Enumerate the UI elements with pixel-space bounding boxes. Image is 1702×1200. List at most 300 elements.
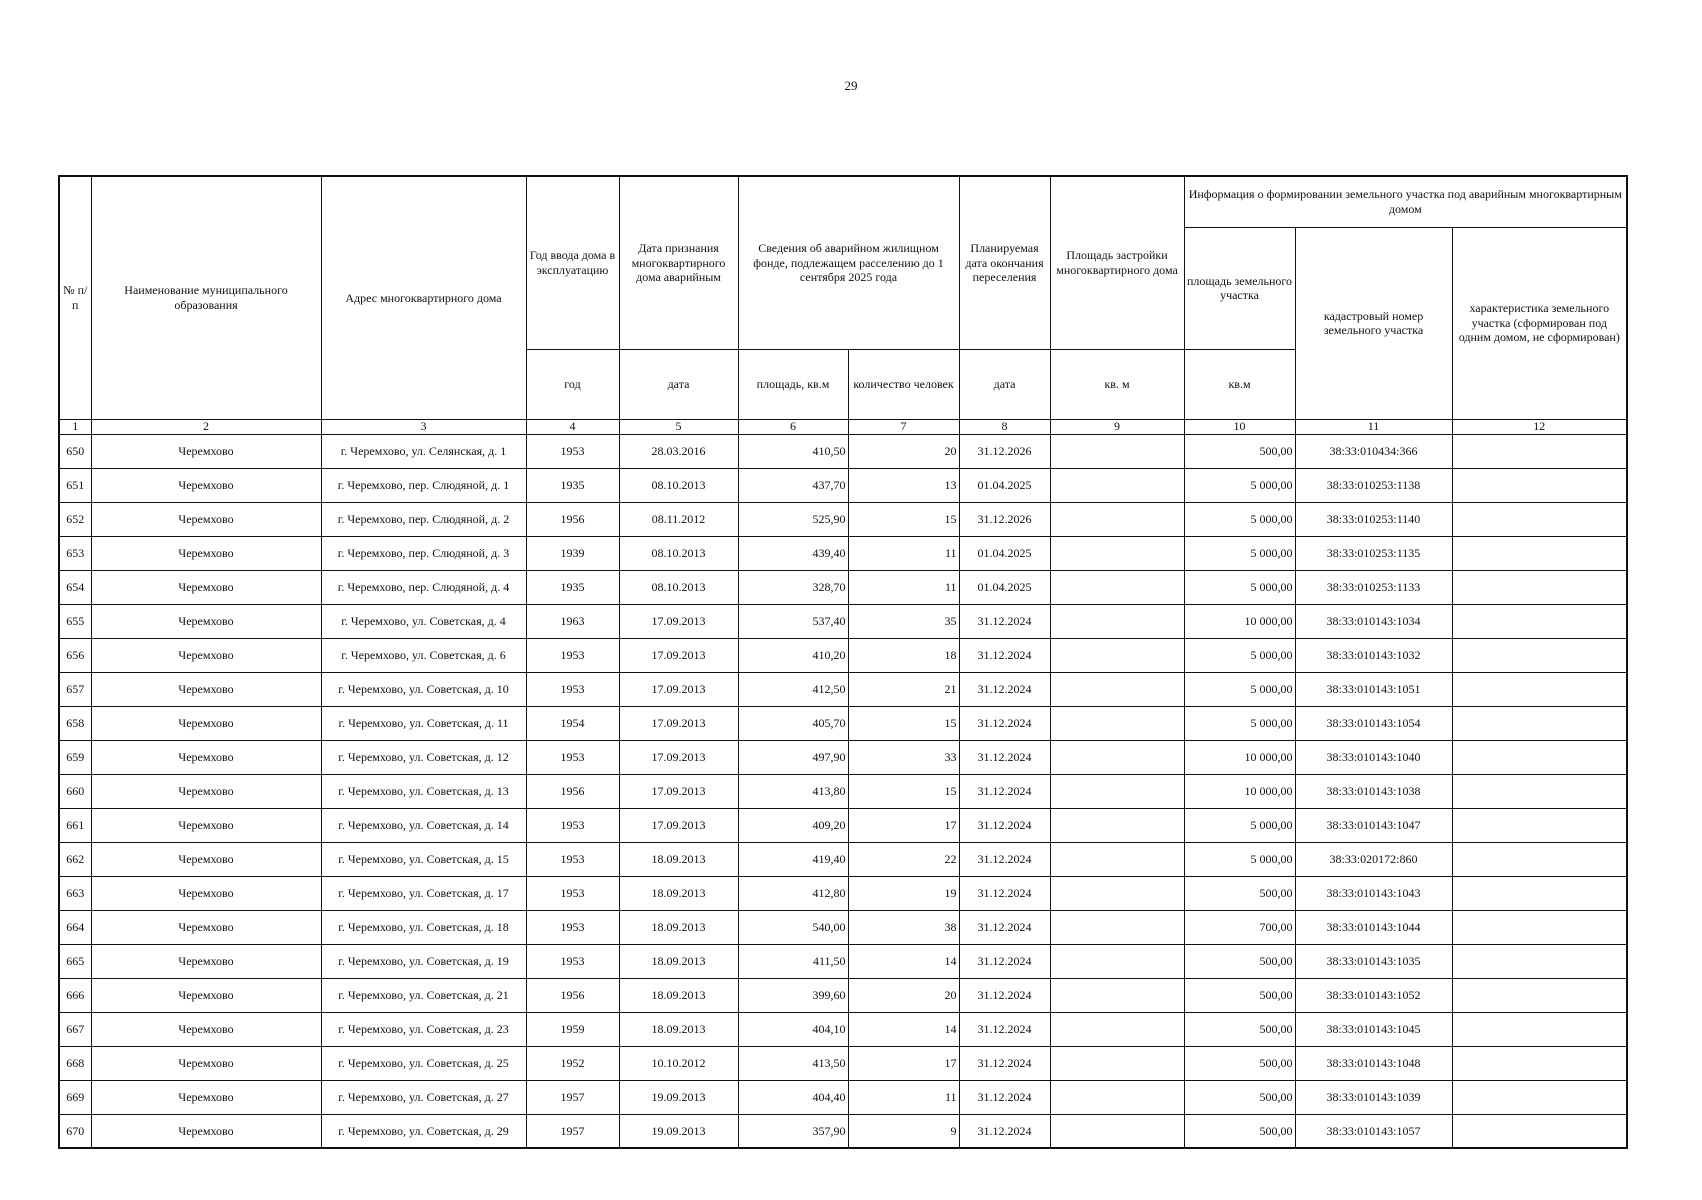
people-count-cell: 11 <box>848 570 959 604</box>
built-area-cell <box>1050 502 1184 536</box>
column-number: 8 <box>959 419 1050 434</box>
plot-area-cell: 500,00 <box>1184 434 1295 468</box>
recognition-date-cell: 28.03.2016 <box>619 434 738 468</box>
table-row <box>59 1012 1627 1046</box>
address-cell: г. Черемхово, ул. Советская, д. 18 <box>321 910 526 944</box>
plot-area-cell: 500,00 <box>1184 1080 1295 1114</box>
table-header <box>59 176 1627 434</box>
table-row <box>59 706 1627 740</box>
area-cell: 412,50 <box>738 672 848 706</box>
built-area-cell <box>1050 808 1184 842</box>
planned-date-cell: 31.12.2024 <box>959 944 1050 978</box>
people-count-cell: 20 <box>848 978 959 1012</box>
plot-area-cell: 5 000,00 <box>1184 570 1295 604</box>
year-cell: 1953 <box>526 876 619 910</box>
plot-area-cell: 5 000,00 <box>1184 808 1295 842</box>
year-cell: 1956 <box>526 978 619 1012</box>
year-cell: 1953 <box>526 434 619 468</box>
year-cell: 1953 <box>526 672 619 706</box>
address-cell: г. Черемхово, ул. Советская, д. 11 <box>321 706 526 740</box>
address-cell: г. Черемхово, ул. Советская, д. 15 <box>321 842 526 876</box>
cadastral-number-cell: 38:33:010143:1043 <box>1295 876 1452 910</box>
row-number: 670 <box>59 1114 91 1148</box>
header-plot-characteristic: характеристика земельного участка (сформирован под одним домом, не сформирован) <box>1452 227 1627 419</box>
people-count-cell: 18 <box>848 638 959 672</box>
table-row <box>59 434 1627 468</box>
address-cell: г. Черемхово, ул. Советская, д. 21 <box>321 978 526 1012</box>
area-cell: 357,90 <box>738 1114 848 1148</box>
subheader-planned-date: дата <box>959 349 1050 419</box>
subheader-date: дата <box>619 349 738 419</box>
built-area-cell <box>1050 1080 1184 1114</box>
plot-area-cell: 500,00 <box>1184 1114 1295 1148</box>
people-count-cell: 33 <box>848 740 959 774</box>
subheader-built-sqm: кв. м <box>1050 349 1184 419</box>
recognition-date-cell: 08.11.2012 <box>619 502 738 536</box>
plot-area-cell: 700,00 <box>1184 910 1295 944</box>
people-count-cell: 11 <box>848 536 959 570</box>
recognition-date-cell: 17.09.2013 <box>619 774 738 808</box>
plot-area-cell: 500,00 <box>1184 1046 1295 1080</box>
row-number: 655 <box>59 604 91 638</box>
plot-characteristic-cell <box>1452 706 1627 740</box>
cadastral-number-cell: 38:33:010434:366 <box>1295 434 1452 468</box>
planned-date-cell: 31.12.2024 <box>959 774 1050 808</box>
plot-area-cell: 5 000,00 <box>1184 502 1295 536</box>
plot-characteristic-cell <box>1452 672 1627 706</box>
table-body <box>59 434 1627 1148</box>
cadastral-number-cell: 38:33:010143:1032 <box>1295 638 1452 672</box>
plot-characteristic-cell <box>1452 1080 1627 1114</box>
planned-date-cell: 31.12.2026 <box>959 434 1050 468</box>
people-count-cell: 20 <box>848 434 959 468</box>
people-count-cell: 19 <box>848 876 959 910</box>
people-count-cell: 15 <box>848 706 959 740</box>
cadastral-number-cell: 38:33:010143:1034 <box>1295 604 1452 638</box>
plot-characteristic-cell <box>1452 502 1627 536</box>
people-count-cell: 14 <box>848 1012 959 1046</box>
year-cell: 1953 <box>526 740 619 774</box>
planned-date-cell: 31.12.2024 <box>959 808 1050 842</box>
people-count-cell: 15 <box>848 774 959 808</box>
planned-date-cell: 31.12.2024 <box>959 978 1050 1012</box>
municipality-cell: Черемхово <box>91 944 321 978</box>
cadastral-number-cell: 38:33:010143:1035 <box>1295 944 1452 978</box>
cadastral-number-cell: 38:33:010143:1045 <box>1295 1012 1452 1046</box>
header-municipality: Наименование муниципального образования <box>91 176 321 419</box>
address-cell: г. Черемхово, ул. Советская, д. 25 <box>321 1046 526 1080</box>
recognition-date-cell: 18.09.2013 <box>619 978 738 1012</box>
recognition-date-cell: 19.09.2013 <box>619 1114 738 1148</box>
header-year: Год ввода дома в эксплуатацию <box>526 176 619 349</box>
plot-characteristic-cell <box>1452 1046 1627 1080</box>
table-row <box>59 978 1627 1012</box>
plot-area-cell: 500,00 <box>1184 876 1295 910</box>
table-row <box>59 604 1627 638</box>
table-row <box>59 1114 1627 1148</box>
column-number: 9 <box>1050 419 1184 434</box>
cadastral-number-cell: 38:33:010143:1048 <box>1295 1046 1452 1080</box>
municipality-cell: Черемхово <box>91 570 321 604</box>
people-count-cell: 22 <box>848 842 959 876</box>
table-row <box>59 672 1627 706</box>
plot-characteristic-cell <box>1452 910 1627 944</box>
plot-area-cell: 500,00 <box>1184 978 1295 1012</box>
row-number: 663 <box>59 876 91 910</box>
plot-characteristic-cell <box>1452 434 1627 468</box>
built-area-cell <box>1050 910 1184 944</box>
built-area-cell <box>1050 1012 1184 1046</box>
municipality-cell: Черемхово <box>91 672 321 706</box>
area-cell: 525,90 <box>738 502 848 536</box>
recognition-date-cell: 19.09.2013 <box>619 1080 738 1114</box>
cadastral-number-cell: 38:33:010143:1051 <box>1295 672 1452 706</box>
people-count-cell: 11 <box>848 1080 959 1114</box>
page-number: 29 <box>844 78 858 93</box>
table-row <box>59 944 1627 978</box>
plot-area-cell: 500,00 <box>1184 1012 1295 1046</box>
municipality-cell: Черемхово <box>91 842 321 876</box>
row-number: 656 <box>59 638 91 672</box>
emergency-housing-table <box>58 175 1628 1149</box>
plot-characteristic-cell <box>1452 604 1627 638</box>
row-number: 668 <box>59 1046 91 1080</box>
header-cadastral: кадастровый номер земельного участка <box>1295 227 1452 419</box>
cadastral-number-cell: 38:33:010143:1040 <box>1295 740 1452 774</box>
plot-characteristic-cell <box>1452 774 1627 808</box>
built-area-cell <box>1050 570 1184 604</box>
row-number: 661 <box>59 808 91 842</box>
area-cell: 412,80 <box>738 876 848 910</box>
municipality-cell: Черемхово <box>91 638 321 672</box>
recognition-date-cell: 18.09.2013 <box>619 944 738 978</box>
cadastral-number-cell: 38:33:010253:1138 <box>1295 468 1452 502</box>
plot-area-cell: 5 000,00 <box>1184 706 1295 740</box>
planned-date-cell: 31.12.2024 <box>959 910 1050 944</box>
year-cell: 1952 <box>526 1046 619 1080</box>
cadastral-number-cell: 38:33:010143:1044 <box>1295 910 1452 944</box>
header-address: Адрес многоквартирного дома <box>321 176 526 419</box>
address-cell: г. Черемхово, пер. Слюдяной, д. 2 <box>321 502 526 536</box>
recognition-date-cell: 18.09.2013 <box>619 1012 738 1046</box>
area-cell: 411,50 <box>738 944 848 978</box>
recognition-date-cell: 10.10.2012 <box>619 1046 738 1080</box>
recognition-date-cell: 18.09.2013 <box>619 842 738 876</box>
row-number: 651 <box>59 468 91 502</box>
municipality-cell: Черемхово <box>91 536 321 570</box>
area-cell: 497,90 <box>738 740 848 774</box>
table-row <box>59 740 1627 774</box>
municipality-cell: Черемхово <box>91 1080 321 1114</box>
column-number: 2 <box>91 419 321 434</box>
plot-characteristic-cell <box>1452 808 1627 842</box>
people-count-cell: 9 <box>848 1114 959 1148</box>
year-cell: 1954 <box>526 706 619 740</box>
built-area-cell <box>1050 842 1184 876</box>
area-cell: 537,40 <box>738 604 848 638</box>
year-cell: 1956 <box>526 502 619 536</box>
plot-area-cell: 5 000,00 <box>1184 638 1295 672</box>
column-number: 10 <box>1184 419 1295 434</box>
plot-area-cell: 500,00 <box>1184 944 1295 978</box>
plot-area-cell: 5 000,00 <box>1184 672 1295 706</box>
row-number: 658 <box>59 706 91 740</box>
row-number: 652 <box>59 502 91 536</box>
row-number: 669 <box>59 1080 91 1114</box>
table-row <box>59 468 1627 502</box>
planned-date-cell: 31.12.2024 <box>959 1012 1050 1046</box>
subheader-area: площадь, кв.м <box>738 349 848 419</box>
people-count-cell: 35 <box>848 604 959 638</box>
address-cell: г. Черемхово, ул. Советская, д. 17 <box>321 876 526 910</box>
recognition-date-cell: 17.09.2013 <box>619 604 738 638</box>
address-cell: г. Черемхово, ул. Советская, д. 29 <box>321 1114 526 1148</box>
built-area-cell <box>1050 706 1184 740</box>
year-cell: 1957 <box>526 1080 619 1114</box>
table-row <box>59 502 1627 536</box>
plot-characteristic-cell <box>1452 570 1627 604</box>
cadastral-number-cell: 38:33:010253:1135 <box>1295 536 1452 570</box>
header-built-area: Площадь застройки многоквартирного дома <box>1050 176 1184 349</box>
people-count-cell: 13 <box>848 468 959 502</box>
address-cell: г. Черемхово, ул. Селянская, д. 1 <box>321 434 526 468</box>
municipality-cell: Черемхово <box>91 468 321 502</box>
municipality-cell: Черемхово <box>91 808 321 842</box>
plot-area-cell: 10 000,00 <box>1184 740 1295 774</box>
header-planned-date: Планируемая дата окончания переселения <box>959 176 1050 349</box>
cadastral-number-cell: 38:33:020172:860 <box>1295 842 1452 876</box>
plot-characteristic-cell <box>1452 944 1627 978</box>
year-cell: 1939 <box>526 536 619 570</box>
table-row <box>59 842 1627 876</box>
plot-characteristic-cell <box>1452 876 1627 910</box>
subheader-people: количество человек <box>848 349 959 419</box>
people-count-cell: 15 <box>848 502 959 536</box>
people-count-cell: 17 <box>848 808 959 842</box>
built-area-cell <box>1050 876 1184 910</box>
built-area-cell <box>1050 536 1184 570</box>
table-row <box>59 1080 1627 1114</box>
municipality-cell: Черемхово <box>91 502 321 536</box>
plot-characteristic-cell <box>1452 468 1627 502</box>
people-count-cell: 17 <box>848 1046 959 1080</box>
built-area-cell <box>1050 604 1184 638</box>
area-cell: 540,00 <box>738 910 848 944</box>
address-cell: г. Черемхово, пер. Слюдяной, д. 1 <box>321 468 526 502</box>
row-number: 654 <box>59 570 91 604</box>
address-cell: г. Черемхово, пер. Слюдяной, д. 4 <box>321 570 526 604</box>
row-number: 662 <box>59 842 91 876</box>
table-row <box>59 1046 1627 1080</box>
plot-characteristic-cell <box>1452 740 1627 774</box>
area-cell: 399,60 <box>738 978 848 1012</box>
plot-area-cell: 5 000,00 <box>1184 536 1295 570</box>
address-cell: г. Черемхово, ул. Советская, д. 19 <box>321 944 526 978</box>
cadastral-number-cell: 38:33:010143:1039 <box>1295 1080 1452 1114</box>
column-number: 3 <box>321 419 526 434</box>
cadastral-number-cell: 38:33:010143:1038 <box>1295 774 1452 808</box>
built-area-cell <box>1050 672 1184 706</box>
recognition-date-cell: 18.09.2013 <box>619 876 738 910</box>
address-cell: г. Черемхово, ул. Советская, д. 27 <box>321 1080 526 1114</box>
cadastral-number-cell: 38:33:010143:1057 <box>1295 1114 1452 1148</box>
people-count-cell: 38 <box>848 910 959 944</box>
year-cell: 1959 <box>526 1012 619 1046</box>
table-row <box>59 876 1627 910</box>
column-number: 4 <box>526 419 619 434</box>
recognition-date-cell: 17.09.2013 <box>619 808 738 842</box>
planned-date-cell: 31.12.2024 <box>959 706 1050 740</box>
column-number: 6 <box>738 419 848 434</box>
area-cell: 404,40 <box>738 1080 848 1114</box>
cadastral-number-cell: 38:33:010253:1133 <box>1295 570 1452 604</box>
row-number: 657 <box>59 672 91 706</box>
cadastral-number-cell: 38:33:010143:1047 <box>1295 808 1452 842</box>
area-cell: 437,70 <box>738 468 848 502</box>
row-number: 659 <box>59 740 91 774</box>
municipality-cell: Черемхово <box>91 604 321 638</box>
year-cell: 1935 <box>526 570 619 604</box>
row-number: 650 <box>59 434 91 468</box>
recognition-date-cell: 08.10.2013 <box>619 468 738 502</box>
planned-date-cell: 31.12.2024 <box>959 638 1050 672</box>
recognition-date-cell: 17.09.2013 <box>619 638 738 672</box>
plot-area-cell: 10 000,00 <box>1184 604 1295 638</box>
planned-date-cell: 31.12.2026 <box>959 502 1050 536</box>
address-cell: г. Черемхово, ул. Советская, д. 23 <box>321 1012 526 1046</box>
people-count-cell: 21 <box>848 672 959 706</box>
municipality-cell: Черемхово <box>91 910 321 944</box>
year-cell: 1953 <box>526 944 619 978</box>
header-housing-info: Сведения об аварийном жилищном фонде, подлежащем расселению до 1 сентября 2025 года <box>738 176 959 349</box>
address-cell: г. Черемхово, ул. Советская, д. 10 <box>321 672 526 706</box>
recognition-date-cell: 08.10.2013 <box>619 570 738 604</box>
plot-area-cell: 5 000,00 <box>1184 468 1295 502</box>
year-cell: 1957 <box>526 1114 619 1148</box>
address-cell: г. Черемхово, пер. Слюдяной, д. 3 <box>321 536 526 570</box>
table-row <box>59 808 1627 842</box>
address-cell: г. Черемхово, ул. Советская, д. 14 <box>321 808 526 842</box>
header-recognition-date: Дата признания многоквартирного дома аварийным <box>619 176 738 349</box>
municipality-cell: Черемхово <box>91 1046 321 1080</box>
subheader-year: год <box>526 349 619 419</box>
year-cell: 1953 <box>526 910 619 944</box>
year-cell: 1953 <box>526 842 619 876</box>
recognition-date-cell: 08.10.2013 <box>619 536 738 570</box>
header-num: № п/п <box>59 176 91 419</box>
area-cell: 410,50 <box>738 434 848 468</box>
planned-date-cell: 31.12.2024 <box>959 604 1050 638</box>
subheader-plot-sqm: кв.м <box>1184 349 1295 419</box>
area-cell: 439,40 <box>738 536 848 570</box>
table-row <box>59 638 1627 672</box>
row-number: 667 <box>59 1012 91 1046</box>
built-area-cell <box>1050 978 1184 1012</box>
municipality-cell: Черемхово <box>91 978 321 1012</box>
area-cell: 419,40 <box>738 842 848 876</box>
year-cell: 1953 <box>526 808 619 842</box>
people-count-cell: 14 <box>848 944 959 978</box>
planned-date-cell: 31.12.2024 <box>959 672 1050 706</box>
cadastral-number-cell: 38:33:010143:1052 <box>1295 978 1452 1012</box>
municipality-cell: Черемхово <box>91 434 321 468</box>
planned-date-cell: 31.12.2024 <box>959 876 1050 910</box>
row-number: 664 <box>59 910 91 944</box>
area-cell: 413,80 <box>738 774 848 808</box>
plot-characteristic-cell <box>1452 638 1627 672</box>
recognition-date-cell: 17.09.2013 <box>619 672 738 706</box>
header-land-info: Информация о формировании земельного участка под аварийным многоквартирным домом <box>1184 176 1627 227</box>
table-row <box>59 536 1627 570</box>
year-cell: 1963 <box>526 604 619 638</box>
built-area-cell <box>1050 434 1184 468</box>
area-cell: 405,70 <box>738 706 848 740</box>
recognition-date-cell: 17.09.2013 <box>619 706 738 740</box>
planned-date-cell: 31.12.2024 <box>959 1114 1050 1148</box>
year-cell: 1956 <box>526 774 619 808</box>
cadastral-number-cell: 38:33:010143:1054 <box>1295 706 1452 740</box>
municipality-cell: Черемхово <box>91 706 321 740</box>
area-cell: 409,20 <box>738 808 848 842</box>
planned-date-cell: 01.04.2025 <box>959 570 1050 604</box>
planned-date-cell: 01.04.2025 <box>959 536 1050 570</box>
table-row <box>59 570 1627 604</box>
address-cell: г. Черемхово, ул. Советская, д. 4 <box>321 604 526 638</box>
planned-date-cell: 31.12.2024 <box>959 1080 1050 1114</box>
row-number: 665 <box>59 944 91 978</box>
header-plot-area: площадь земельного участка <box>1184 227 1295 349</box>
row-number: 653 <box>59 536 91 570</box>
address-cell: г. Черемхово, ул. Советская, д. 12 <box>321 740 526 774</box>
planned-date-cell: 31.12.2024 <box>959 1046 1050 1080</box>
built-area-cell <box>1050 638 1184 672</box>
column-number: 1 <box>59 419 91 434</box>
year-cell: 1953 <box>526 638 619 672</box>
recognition-date-cell: 18.09.2013 <box>619 910 738 944</box>
built-area-cell <box>1050 740 1184 774</box>
built-area-cell <box>1050 1114 1184 1148</box>
planned-date-cell: 31.12.2024 <box>959 740 1050 774</box>
column-number: 11 <box>1295 419 1452 434</box>
address-cell: г. Черемхово, ул. Советская, д. 6 <box>321 638 526 672</box>
recognition-date-cell: 17.09.2013 <box>619 740 738 774</box>
built-area-cell <box>1050 1046 1184 1080</box>
column-number-row <box>59 419 1627 434</box>
area-cell: 404,10 <box>738 1012 848 1046</box>
cadastral-number-cell: 38:33:010253:1140 <box>1295 502 1452 536</box>
address-cell: г. Черемхово, ул. Советская, д. 13 <box>321 774 526 808</box>
plot-characteristic-cell <box>1452 978 1627 1012</box>
area-cell: 410,20 <box>738 638 848 672</box>
planned-date-cell: 01.04.2025 <box>959 468 1050 502</box>
built-area-cell <box>1050 774 1184 808</box>
table-row <box>59 774 1627 808</box>
table-row <box>59 910 1627 944</box>
plot-area-cell: 10 000,00 <box>1184 774 1295 808</box>
municipality-cell: Черемхово <box>91 774 321 808</box>
column-number: 12 <box>1452 419 1627 434</box>
municipality-cell: Черемхово <box>91 740 321 774</box>
plot-characteristic-cell <box>1452 1012 1627 1046</box>
year-cell: 1935 <box>526 468 619 502</box>
municipality-cell: Черемхово <box>91 1012 321 1046</box>
built-area-cell <box>1050 468 1184 502</box>
row-number: 660 <box>59 774 91 808</box>
municipality-cell: Черемхово <box>91 876 321 910</box>
plot-characteristic-cell <box>1452 536 1627 570</box>
built-area-cell <box>1050 944 1184 978</box>
plot-characteristic-cell <box>1452 842 1627 876</box>
